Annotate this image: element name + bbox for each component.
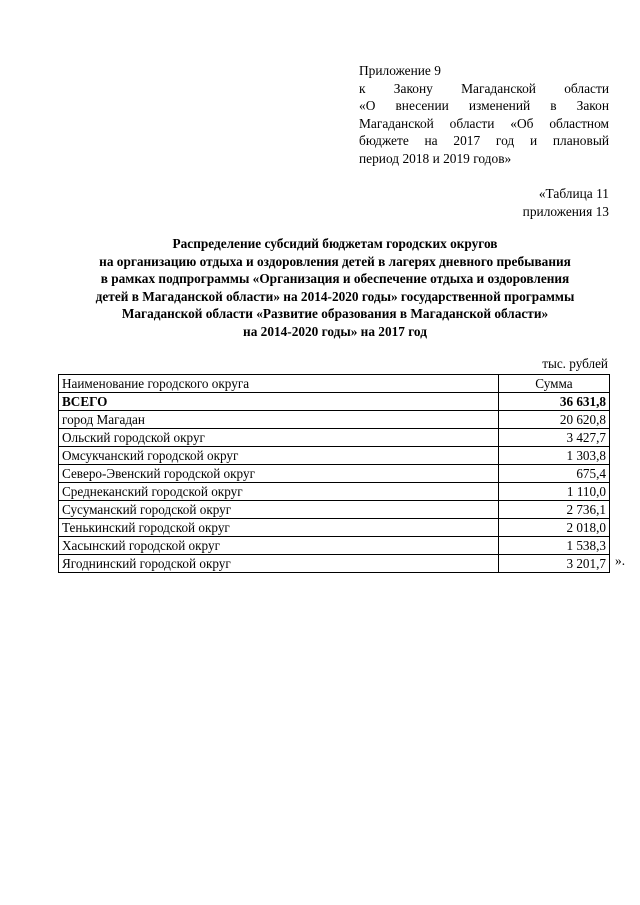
appendix-line: к Закону Магаданской области	[359, 80, 609, 96]
district-name: Хасынский городской округ	[59, 537, 499, 555]
table-row	[59, 555, 610, 573]
table-row	[59, 411, 610, 429]
district-sum: 675,4	[498, 465, 609, 483]
district-name: Среднеканский городской округ	[59, 483, 499, 501]
title-line: на 2014-2020 годы» на 2017 год	[243, 323, 427, 339]
header-name: Наименование городского округа	[59, 375, 499, 393]
table-row	[59, 537, 610, 555]
appendix-line: «О внесении изменений в Закон	[359, 98, 609, 113]
title-line: в рамках подпрограммы «Организация и обеспечение отдыха и оздоровления	[100, 271, 570, 287]
district-name: Ягоднинский городской округ	[59, 555, 499, 573]
total-row	[59, 393, 610, 411]
title-line: на организацию отдыха и оздоровления детей в лагерях дневного пребывания	[99, 253, 571, 269]
district-sum: 20 620,8	[498, 411, 609, 429]
title-line: детей в Магаданской области» на 2014-2020 годы» государственной программы	[95, 288, 575, 304]
appendix-line: бюджете на 2017 год и плановый	[359, 133, 609, 148]
appendix-heading	[359, 62, 609, 167]
title-line: Распределение субсидий бюджетам городских округов	[172, 236, 498, 251]
header-sum: Сумма	[498, 375, 609, 393]
title-line: Магаданской области «Развитие образования в Магаданской области»	[121, 306, 549, 322]
table-row	[59, 501, 610, 519]
district-sum: 2 736,1	[498, 501, 609, 519]
units-label: тыс. рублей	[542, 356, 608, 371]
closing-quote-mark: ».	[615, 553, 626, 568]
district-sum: 3 201,7	[498, 555, 609, 573]
district-name: Омсукчанский городской округ	[59, 447, 499, 465]
table-row	[59, 483, 610, 501]
district-name: Северо-Эвенский городской округ	[59, 465, 499, 483]
table-row	[59, 519, 610, 537]
district-name: Сусуманский городской округ	[59, 501, 499, 519]
appendix-line: период 2018 и 2019 годов»	[359, 150, 512, 166]
table-row	[59, 465, 610, 483]
appendix-line: Магаданской области «Об областном	[359, 115, 609, 131]
total-label: ВСЕГО	[59, 393, 499, 411]
district-name: Тенькинский городской округ	[59, 519, 499, 537]
table-ref-appendix: приложения 13	[522, 203, 609, 219]
table-ref-number: «Таблица 11	[538, 186, 609, 201]
subsidy-table	[58, 374, 610, 573]
table-reference	[523, 185, 609, 220]
document-title	[40, 235, 630, 341]
district-sum: 3 427,7	[498, 429, 609, 447]
district-name: Ольский городской округ	[59, 429, 499, 447]
table-row	[59, 447, 610, 465]
table-row	[59, 429, 610, 447]
district-sum: 1 110,0	[498, 483, 609, 501]
district-sum: 1 538,3	[498, 537, 609, 555]
district-name: город Магадан	[59, 411, 499, 429]
district-sum: 1 303,8	[498, 447, 609, 465]
district-sum: 2 018,0	[498, 519, 609, 537]
total-sum: 36 631,8	[498, 393, 609, 411]
table-header-row	[59, 375, 610, 393]
appendix-line: Приложение 9	[359, 63, 441, 78]
